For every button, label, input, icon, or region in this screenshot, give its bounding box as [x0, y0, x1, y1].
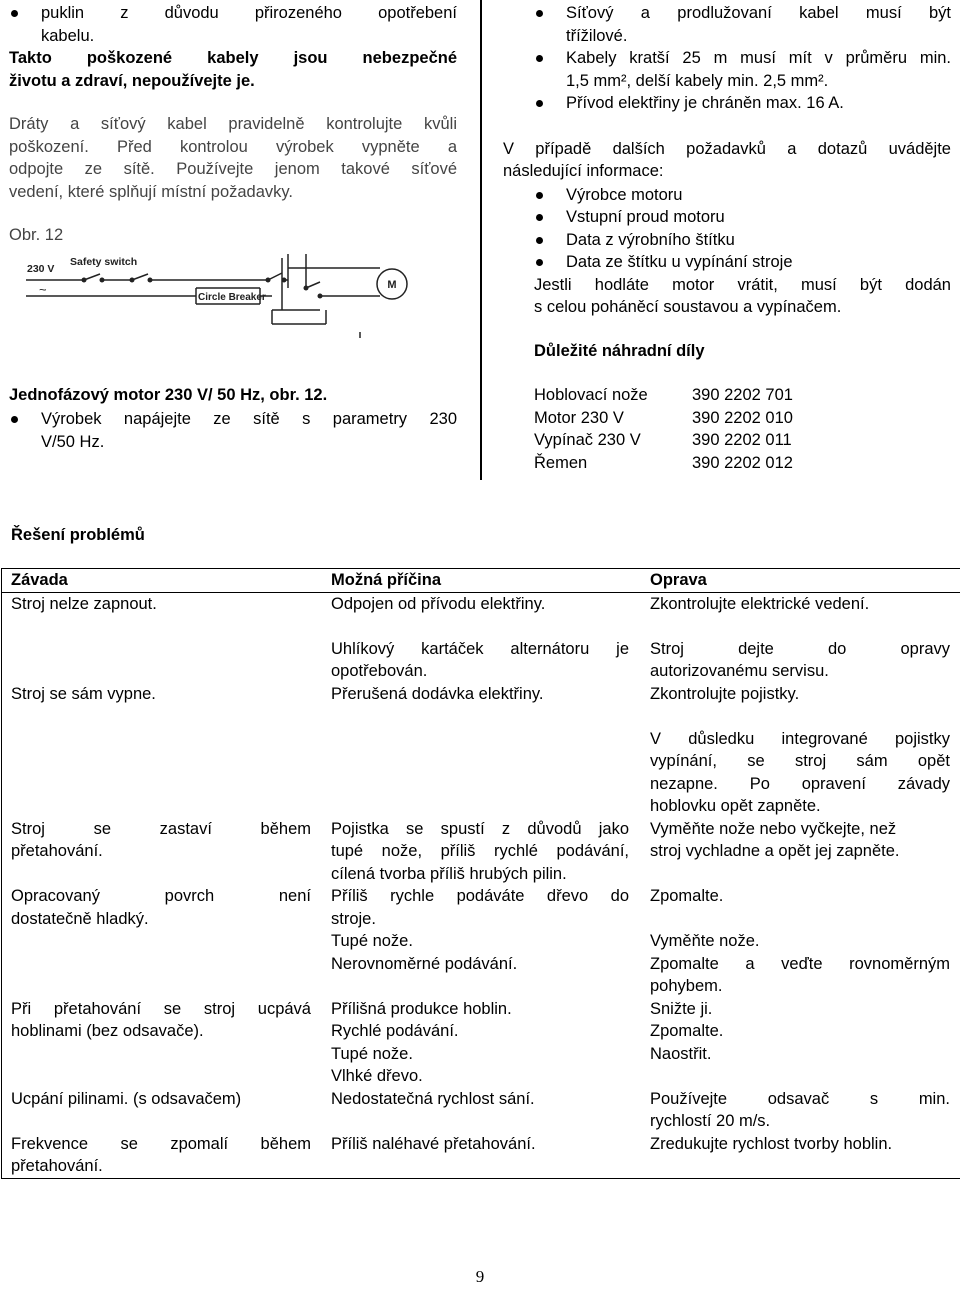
cell-line: Používejte odsavač s min.: [650, 1089, 950, 1108]
part-number: 390 2202 012: [692, 453, 793, 472]
cell-cause: [322, 1088, 640, 1133]
cell-line: Přerušená dodávka elektřiny.: [331, 684, 544, 703]
cell-line: Zpomalte a veďte rovnoměrným: [650, 954, 950, 973]
text-line: Přívod elektřiny je chráněn max. 16 A.: [566, 94, 844, 112]
troubleshooting-table: [1, 568, 960, 1179]
cell-fault: [2, 615, 322, 683]
text-line: Jestli hodláte motor vrátit, musí být dodán: [534, 275, 951, 294]
top-bullet-list: [9, 2, 457, 47]
cell-line: opotřebován.: [331, 662, 428, 680]
table-row: [2, 885, 960, 998]
cell-line: Frekvence se zpomalí během: [11, 1134, 311, 1153]
table-row: [2, 683, 960, 818]
text-line: kabelu.: [41, 26, 95, 45]
cell-line: Stroj nelze zapnout.: [11, 594, 157, 613]
list-item: [9, 408, 457, 453]
info-items-list: [534, 184, 951, 274]
cell-line: stroj vychladne a opět jej zapněte.: [650, 842, 900, 860]
table-row: [2, 615, 960, 683]
cell-line: Stroj dejte do opravy: [650, 639, 950, 658]
motor-bullet-list: [9, 408, 457, 453]
header-cause: Možná příčina: [331, 571, 442, 589]
text-line: Takto poškozené kabely jsou nebezpečné: [9, 49, 457, 67]
parts-table: [534, 384, 951, 474]
cell-line: rychlostí 20 m/s.: [650, 1112, 771, 1130]
cell-cause: [322, 818, 640, 886]
header-fix: Oprava: [650, 571, 707, 589]
cell-line: Naostřit.: [650, 1044, 712, 1063]
page-number: 9: [475, 1267, 485, 1286]
ac-tilde: ~: [39, 282, 47, 297]
cell-line: V důsledku integrované pojistky: [650, 729, 950, 748]
info-intro: [503, 138, 951, 183]
table-row: [2, 1133, 960, 1178]
cell-line: [650, 615, 950, 638]
cell-line: hoblovku opět zapněte.: [650, 797, 821, 815]
text-line: poškození. Před kontrolou výrobek vypněte a: [9, 137, 457, 156]
column-divider: [480, 0, 482, 480]
cell-cause: [322, 998, 640, 1088]
cell-cause: [322, 885, 640, 998]
cell-fault: [2, 1088, 322, 1133]
list-item: Data z výrobního štítku: [534, 229, 951, 252]
cell-line: Zpomalte.: [650, 1022, 724, 1040]
table-row: [2, 1088, 960, 1133]
cell-line: Stroj se sám vypne.: [11, 684, 156, 703]
table-row: [2, 998, 960, 1088]
text-line: Kabely kratší 25 m musí mít v průměru min.: [566, 49, 951, 67]
circle-breaker-label: Circle Breaker: [198, 292, 266, 303]
cell-line: stroje.: [331, 909, 376, 928]
warning-text: [9, 47, 457, 92]
text-line: V případě dalších požadavků a dotazů uvádějte: [503, 139, 951, 158]
text-line: třížilové.: [566, 26, 628, 45]
cell-line: nezapne. Po opravení závady: [650, 774, 950, 793]
part-number: 390 2202 011: [692, 431, 792, 449]
cell-line: Zredukujte rychlost tvorby hoblin.: [650, 1134, 893, 1153]
list-item: Data ze štítku u vypínání stroje: [534, 251, 951, 274]
parts-row: [534, 452, 951, 475]
cell-fault: [2, 1133, 322, 1178]
cell-line: [11, 615, 311, 638]
parts-row: [534, 429, 951, 452]
motor-label: M: [387, 279, 397, 291]
cell-line: Nedostatečná rychlost sání.: [331, 1089, 535, 1108]
list-item: Vstupní proud motoru: [534, 206, 951, 229]
cell-line: Vlhké dřevo.: [331, 1067, 423, 1085]
table-body: [2, 593, 960, 1178]
cell-line: Nerovnoměrné podávání.: [331, 954, 518, 973]
parts-heading: Důležité náhradní díly: [534, 341, 705, 360]
cell-line: [650, 705, 950, 728]
cell-line: Pojistka se spustí z důvodů jako: [331, 819, 629, 838]
cell-line: [331, 615, 629, 638]
cell-line: Opracovaný povrch není: [11, 887, 311, 905]
cell-line: Příliš rychle podáváte dřevo do: [331, 887, 629, 905]
table-row: [2, 818, 960, 886]
cell-line: Vyměňte nože.: [650, 932, 760, 950]
part-name: Motor 230 V: [534, 408, 624, 427]
text-line: Síťový a prodlužovaní kabel musí být: [566, 4, 951, 22]
part-name: Hoblovací nože: [534, 386, 648, 404]
cable-requirements-list: [534, 2, 951, 115]
cell-line: Odpojen od přívodu elektřiny.: [331, 594, 546, 613]
parts-row: [534, 384, 951, 407]
cell-line: Tupé nože.: [331, 932, 413, 950]
table-header-row: [2, 569, 960, 593]
cell-line: hoblinami (bez odsavače).: [11, 1022, 204, 1040]
cell-fault: [2, 683, 322, 818]
cell-line: dostatečně hladký.: [11, 909, 149, 928]
right-column: [503, 2, 951, 474]
cell-fault: [2, 593, 322, 616]
cell-cause: [322, 615, 640, 683]
text-line: odpojte ze sítě. Používejte jenom takové síťové: [9, 160, 457, 178]
table-row: [2, 593, 960, 616]
cell-line: autorizovanému servisu.: [650, 662, 829, 680]
text-line: V/50 Hz.: [41, 432, 105, 451]
cell-fix: [640, 683, 958, 818]
cell-line: Rychlé podávání.: [331, 1022, 459, 1040]
cell-fix: [640, 885, 958, 998]
cell-line: Ucpání pilinami. (s odsavačem): [11, 1089, 242, 1108]
figure-label: Obr. 12: [9, 226, 64, 244]
list-item: [9, 2, 457, 47]
cell-line: Vyměňte nože nebo vyčkejte, než: [650, 819, 897, 838]
cell-line: Při přetahování se stroj ucpává: [11, 999, 311, 1018]
cell-cause: [322, 593, 640, 616]
list-item: Výrobce motoru: [534, 184, 951, 207]
cell-line: Zkontrolujte elektrické vedení.: [650, 594, 870, 613]
text-line: 1,5 mm², delší kabely min. 2,5 mm².: [566, 71, 829, 90]
text-line: puklin z důvodu přirozeného opotřebení: [41, 4, 457, 22]
cell-line: Příliš naléhavé přetahování.: [331, 1134, 536, 1153]
cell-fault: [2, 885, 322, 998]
cell-fault: [2, 818, 322, 886]
text-line: životu a zdraví, nepoužívejte je.: [9, 71, 255, 90]
cell-fix: [640, 1133, 958, 1178]
cell-cause: [322, 1133, 640, 1178]
cell-line: přetahování.: [11, 842, 103, 860]
cell-fix: [640, 998, 958, 1088]
return-note: [534, 274, 951, 319]
voltage-label: 230 V: [27, 263, 55, 275]
cell-line: Snižte ji.: [650, 999, 713, 1018]
cell-fix: [640, 615, 958, 683]
cell-fault: [2, 998, 322, 1088]
cell-line: [650, 908, 950, 931]
motor-heading: Jednofázový motor 230 V/ 50 Hz, obr. 12.: [9, 386, 328, 404]
cell-fix: [640, 1088, 958, 1133]
part-name: Řemen: [534, 453, 588, 472]
text-line: vedení, které splňují místní požadavky.: [9, 182, 294, 201]
cell-line: cílená tvorba příliš hrubých pilin.: [331, 864, 567, 883]
safety-switch-label: Safety switch: [70, 256, 138, 268]
cell-line: pohybem.: [650, 977, 723, 995]
text-line: Výrobek napájejte ze sítě s parametry 230: [41, 410, 457, 428]
cell-line: Zkontrolujte pojistky.: [650, 684, 800, 703]
cell-line: Zpomalte.: [650, 887, 724, 905]
cell-line: vypínání, se stroj sám opět: [650, 752, 950, 770]
parts-row: [534, 407, 951, 430]
cable-paragraph: [9, 113, 457, 203]
text-line: Dráty a síťový kabel pravidelně kontrolujte kvůli: [9, 115, 457, 133]
cell-line: Tupé nože.: [331, 1044, 413, 1063]
cell-line: tupé nože, příliš rychlé podávání,: [331, 842, 629, 860]
text-line: s celou poháněcí soustavou a vypínačem.: [534, 298, 842, 316]
cell-fix: [640, 818, 958, 886]
list-item: [534, 47, 951, 92]
part-number: 390 2202 010: [692, 408, 793, 427]
left-column: [9, 2, 457, 247]
cell-cause: [322, 683, 640, 818]
cell-line: Přílišná produkce hoblin.: [331, 999, 512, 1018]
troubleshooting-heading: Řešení problémů: [11, 526, 145, 544]
list-item: [534, 2, 951, 47]
list-item: [534, 92, 951, 115]
part-name: Vypínač 230 V: [534, 431, 641, 449]
cell-line: Uhlíkový kartáček alternátoru je: [331, 639, 629, 658]
part-number: 390 2202 701: [692, 386, 793, 404]
cell-line: Stroj se zastaví během: [11, 819, 311, 838]
header-fault: Závada: [11, 571, 68, 589]
text-line: následující informace:: [503, 162, 664, 180]
cell-line: přetahování.: [11, 1157, 103, 1175]
cell-fix: [640, 593, 958, 616]
wiring-diagram: [20, 248, 420, 340]
